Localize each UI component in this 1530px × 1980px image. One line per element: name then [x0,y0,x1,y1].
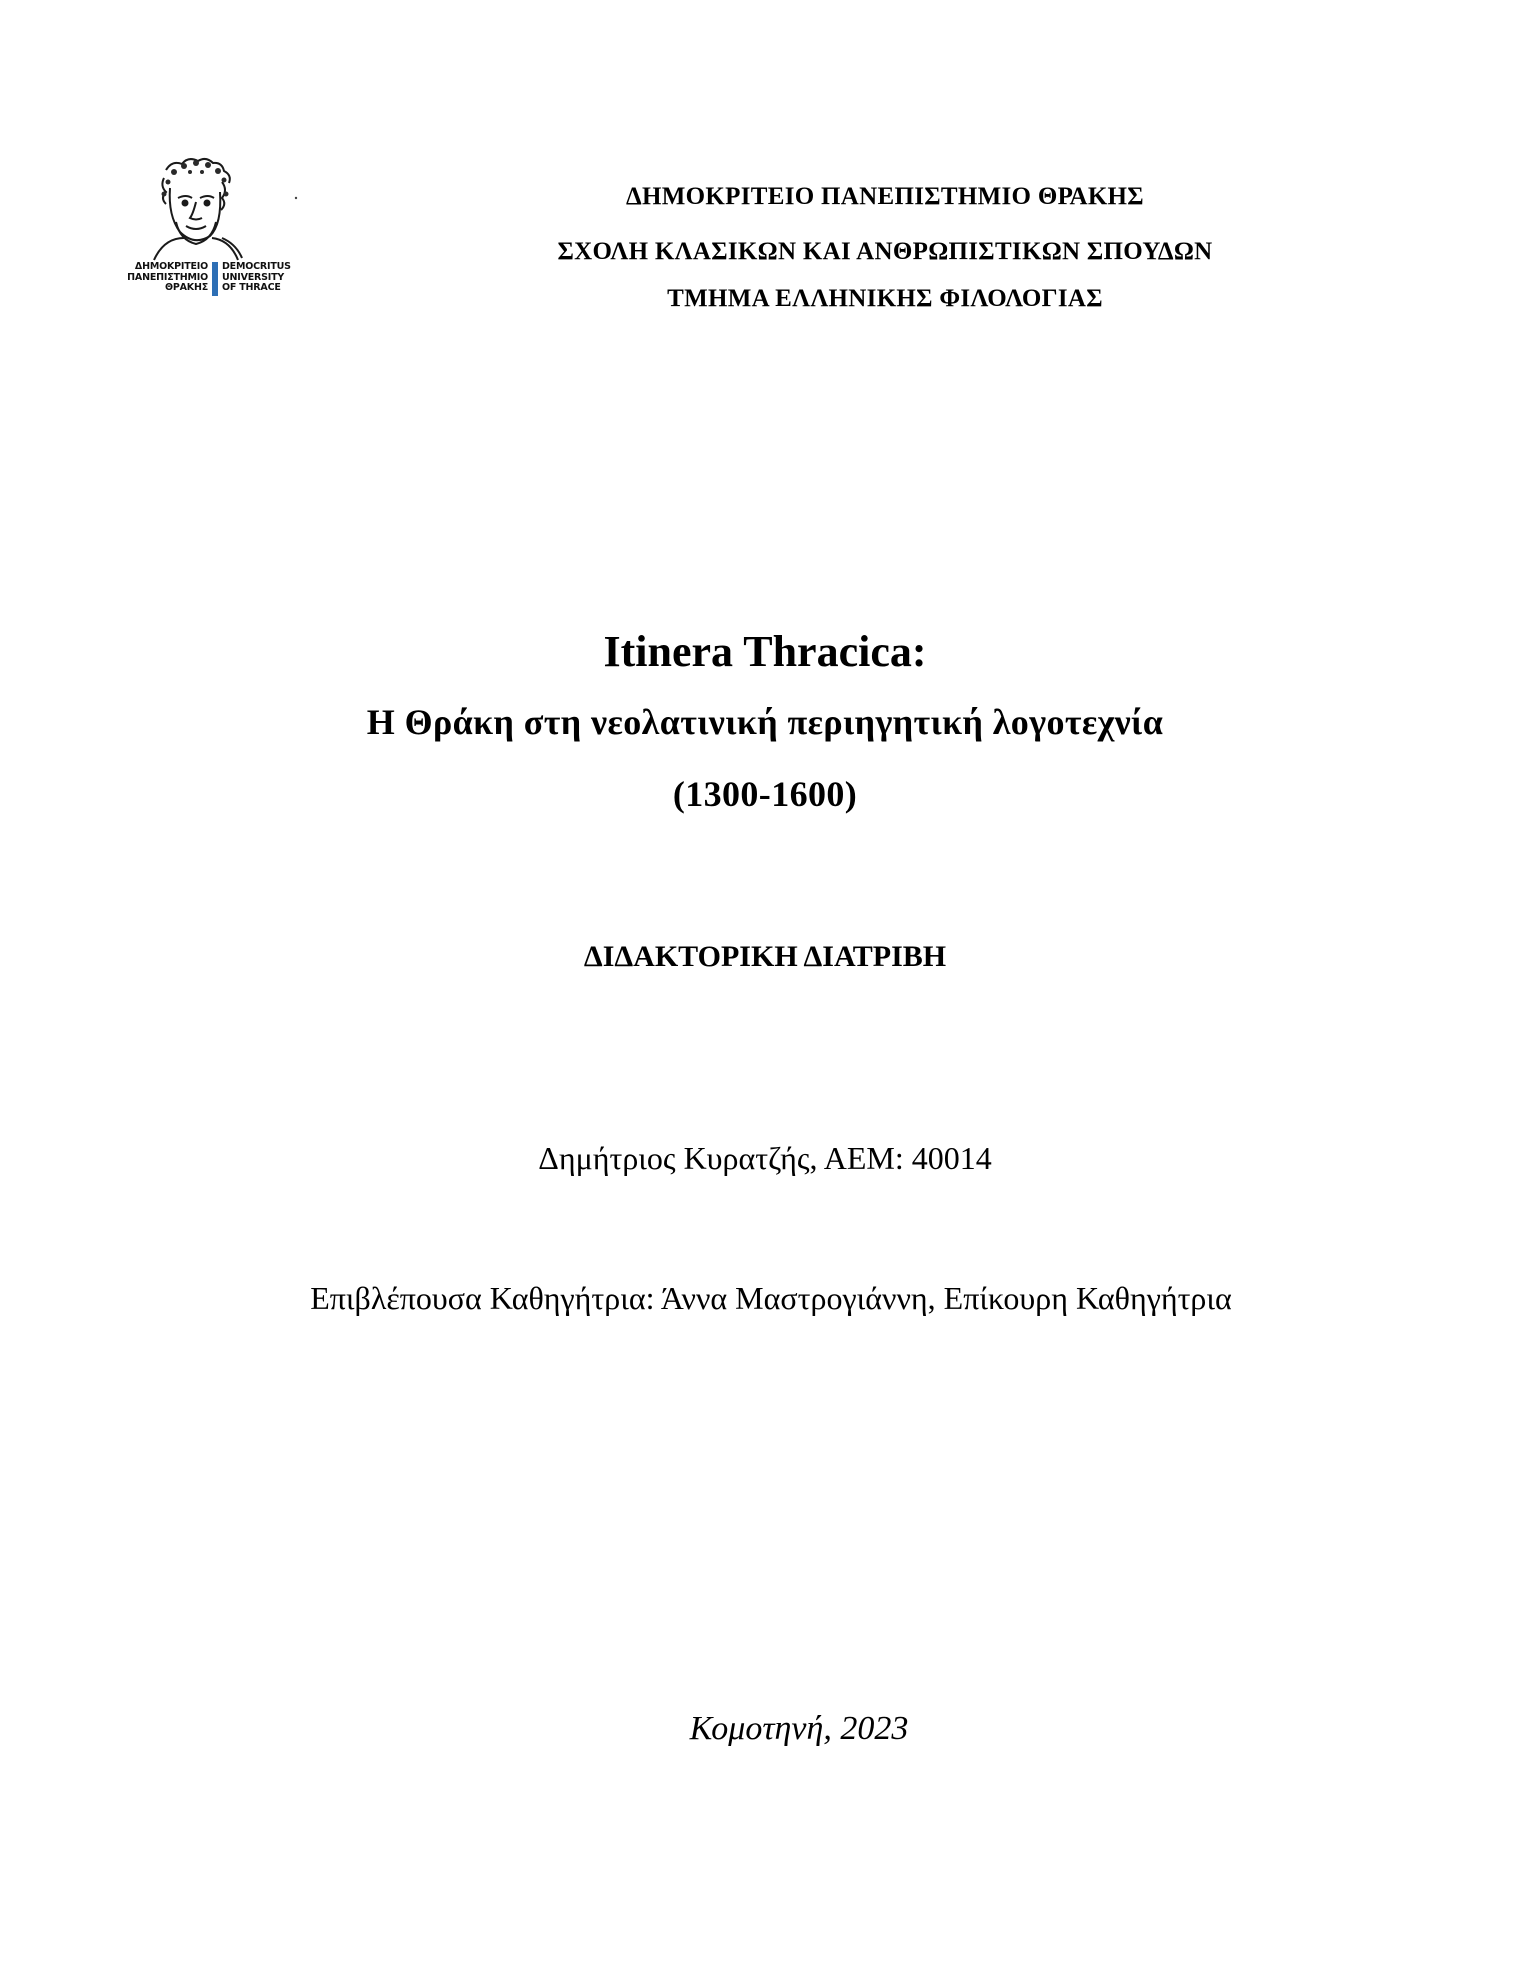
document-type: ΔΙΔΑΚΤΟΡΙΚΗ ΔΙΑΤΡΙΒΗ [583,940,947,973]
supervisor-line: Επιβλέπουσα Καθηγήτρια: Άννα Μαστρογιάννη, Επίκουρη Καθηγήτρια [310,1280,1232,1316]
department-name: ΤΜΗΜΑ ΕΛΛΗΝΙΚΗΣ ΦΙΛΟΛΟΓΙΑΣ [667,285,1103,312]
thesis-subtitle: Η Θράκη στη νεολατινική περιηγητική λογοτεχνία [366,702,1164,742]
university-name: ΔΗΜΟΚΡΙΤΕΙΟ ΠΑΝΕΠΙΣΤΗΜΙΟ ΘΡΑΚΗΣ [626,183,1144,210]
thesis-period: (1300-1600) [672,774,858,814]
school-name: ΣΧΟΛΗ ΚΛΑΣΙΚΩΝ ΚΑΙ ΑΝΘΡΩΠΙΣΤΙΚΩΝ ΣΠΟΥΔΩΝ [557,238,1213,265]
place-date: Κομοτηνή, 2023 [689,1710,909,1747]
university-logo [104,152,304,302]
logo-text-greek: ΔΗΜΟΚΡΙΤΕΙΟ ΠΑΝΕΠΙΣΤΗΜΙΟ ΘΡΑΚΗΣ [127,261,208,293]
logo-text-english: DEMOCRITUS UNIVERSITY OF THRACE [222,261,291,293]
thesis-title: Itinera Thracica: [603,627,927,676]
author-line: Δημήτριος Κυρατζής, ΑΕΜ: 40014 [538,1140,992,1176]
